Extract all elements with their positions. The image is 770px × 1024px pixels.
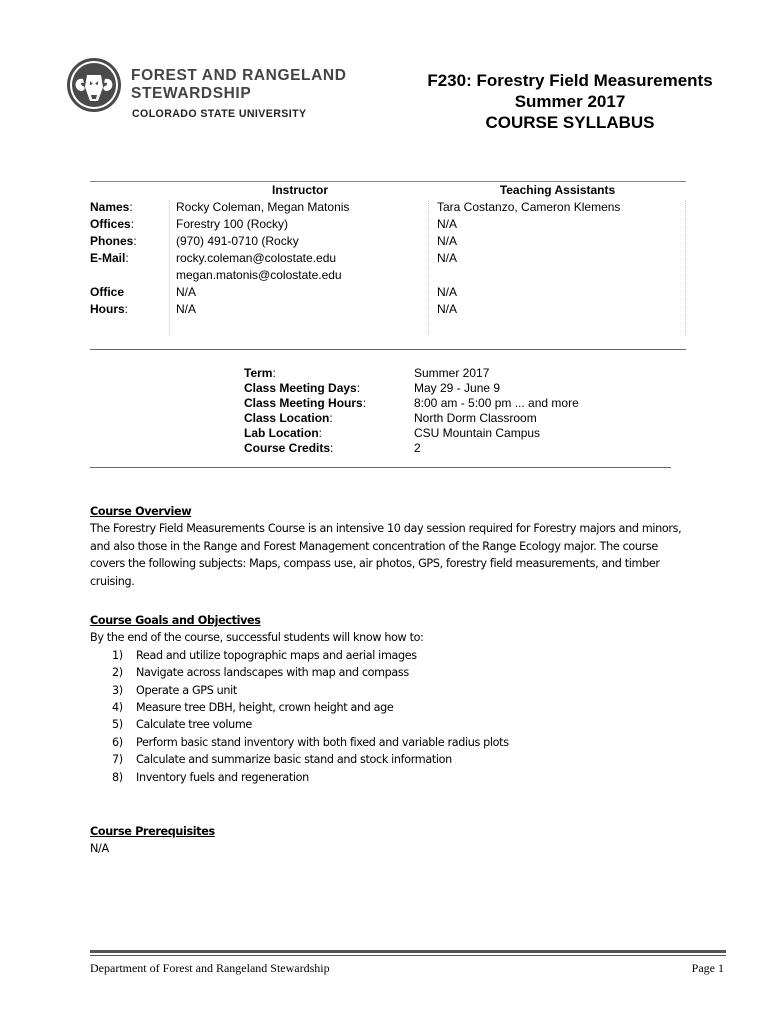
lab-location-value: CSU Mountain Campus xyxy=(414,426,541,440)
footer-rule xyxy=(90,955,726,956)
column-divider xyxy=(169,200,170,336)
course-goals-section xyxy=(90,612,730,786)
overview-line-3: covers the following subjects: Maps, compass use, air photos, GPS, forestry field measurements, and timber xyxy=(90,557,660,571)
footer-rule xyxy=(90,950,726,953)
department-name-line1: FOREST AND RANGELAND xyxy=(131,67,347,84)
ta-office-hours-2: N/A xyxy=(437,302,458,316)
course-goals-heading: Course Goals and Objectives xyxy=(90,614,261,627)
instructor-header: Instructor xyxy=(271,183,328,197)
list-item: 8) Inventory fuels and regeneration xyxy=(112,770,309,784)
ta-header: Teaching Assistants xyxy=(499,183,616,197)
course-overview-heading: Course Overview xyxy=(90,505,192,518)
course-title: F230: Forestry Field Measurements xyxy=(427,71,713,90)
office-hours-label-line1: Office xyxy=(90,285,125,299)
ta-phones: N/A xyxy=(437,234,458,248)
instructor-offices: Forestry 100 (Rocky) xyxy=(176,217,289,231)
office-hours-label-line2: Hours: xyxy=(90,302,129,316)
offices-label: Offices: xyxy=(90,217,135,231)
page-number: Page 1 xyxy=(691,961,724,975)
footer-department: Department of Forest and Rangeland Stewardship xyxy=(90,961,330,975)
table-bottom-rule xyxy=(90,349,686,350)
course-overview-section xyxy=(90,503,730,590)
course-prerequisites-section xyxy=(90,823,730,858)
instructor-phones: (970) 491-0710 (Rocky xyxy=(176,234,299,248)
meeting-hours-label: Class Meeting Hours: xyxy=(244,396,367,410)
course-prerequisites-heading: Course Prerequisites xyxy=(90,825,215,838)
list-item: 6) Perform basic stand inventory with both fixed and variable radius plots xyxy=(112,735,509,749)
prerequisites-value: N/A xyxy=(90,842,109,856)
department-name-line2: STEWARDSHIP xyxy=(131,85,252,102)
class-location-value: North Dorm Classroom xyxy=(414,411,537,425)
phones-label: Phones: xyxy=(90,234,137,248)
ta-office-hours-1: N/A xyxy=(437,285,458,299)
class-location-label: Class Location: xyxy=(244,411,333,425)
university-name: COLORADO STATE UNIVERSITY xyxy=(132,108,307,120)
meeting-days-value: May 29 - June 9 xyxy=(414,381,501,395)
ram-head-logo-icon xyxy=(66,57,122,113)
term-title: Summer 2017 xyxy=(514,92,626,111)
column-divider xyxy=(428,200,429,336)
list-item: 7) Calculate and summarize basic stand and stock information xyxy=(112,753,452,767)
instructor-office-hours-1: N/A xyxy=(176,285,197,299)
instructor-office-hours-2: N/A xyxy=(176,302,197,316)
term-value: Summer 2017 xyxy=(414,366,490,380)
document-title: COURSE SYLLABUS xyxy=(485,113,655,132)
goals-list xyxy=(90,647,730,786)
term-info-bottom-rule xyxy=(90,467,671,468)
ta-offices: N/A xyxy=(437,217,458,231)
list-item: 3) Operate a GPS unit xyxy=(112,683,237,697)
course-credits-label: Course Credits: xyxy=(244,441,334,455)
goals-intro: By the end of the course, successful students will know how to: xyxy=(90,631,424,645)
list-item: 4) Measure tree DBH, height, crown height and age xyxy=(112,701,394,715)
instructor-email-1[interactable]: rocky.coleman@colostate.edu xyxy=(176,251,337,265)
list-item: 2) Navigate across landscapes with map and compass xyxy=(112,666,409,680)
instructor-names: Rocky Coleman, Megan Matonis xyxy=(176,200,350,214)
list-item: 1) Read and utilize topographic maps and aerial images xyxy=(112,648,417,662)
names-label: Names: xyxy=(90,200,133,214)
term-label: Term: xyxy=(244,366,276,380)
meeting-hours-value: 8:00 am - 5:00 pm ... and more xyxy=(414,396,579,410)
meeting-days-label: Class Meeting Days: xyxy=(244,381,361,395)
instructor-email-2[interactable]: megan.matonis@colostate.edu xyxy=(176,268,342,282)
ta-email: N/A xyxy=(437,251,458,265)
overview-line-2: and also those in the Range and Forest Management concentration of the Range Ecology major. The course xyxy=(90,539,658,553)
course-credits-value: 2 xyxy=(414,441,421,455)
lab-location-label: Lab Location: xyxy=(244,426,323,440)
table-top-rule xyxy=(90,181,686,182)
overview-line-1: The Forestry Field Measurements Course is an intensive 10 day session required for Forestry majors and minors, xyxy=(90,522,682,536)
column-divider xyxy=(685,200,686,336)
overview-line-4: cruising. xyxy=(90,574,135,588)
list-item: 5) Calculate tree volume xyxy=(112,718,252,732)
ta-names: Tara Costanzo, Cameron Klemens xyxy=(437,200,621,214)
email-label: E-Mail: xyxy=(90,251,129,265)
